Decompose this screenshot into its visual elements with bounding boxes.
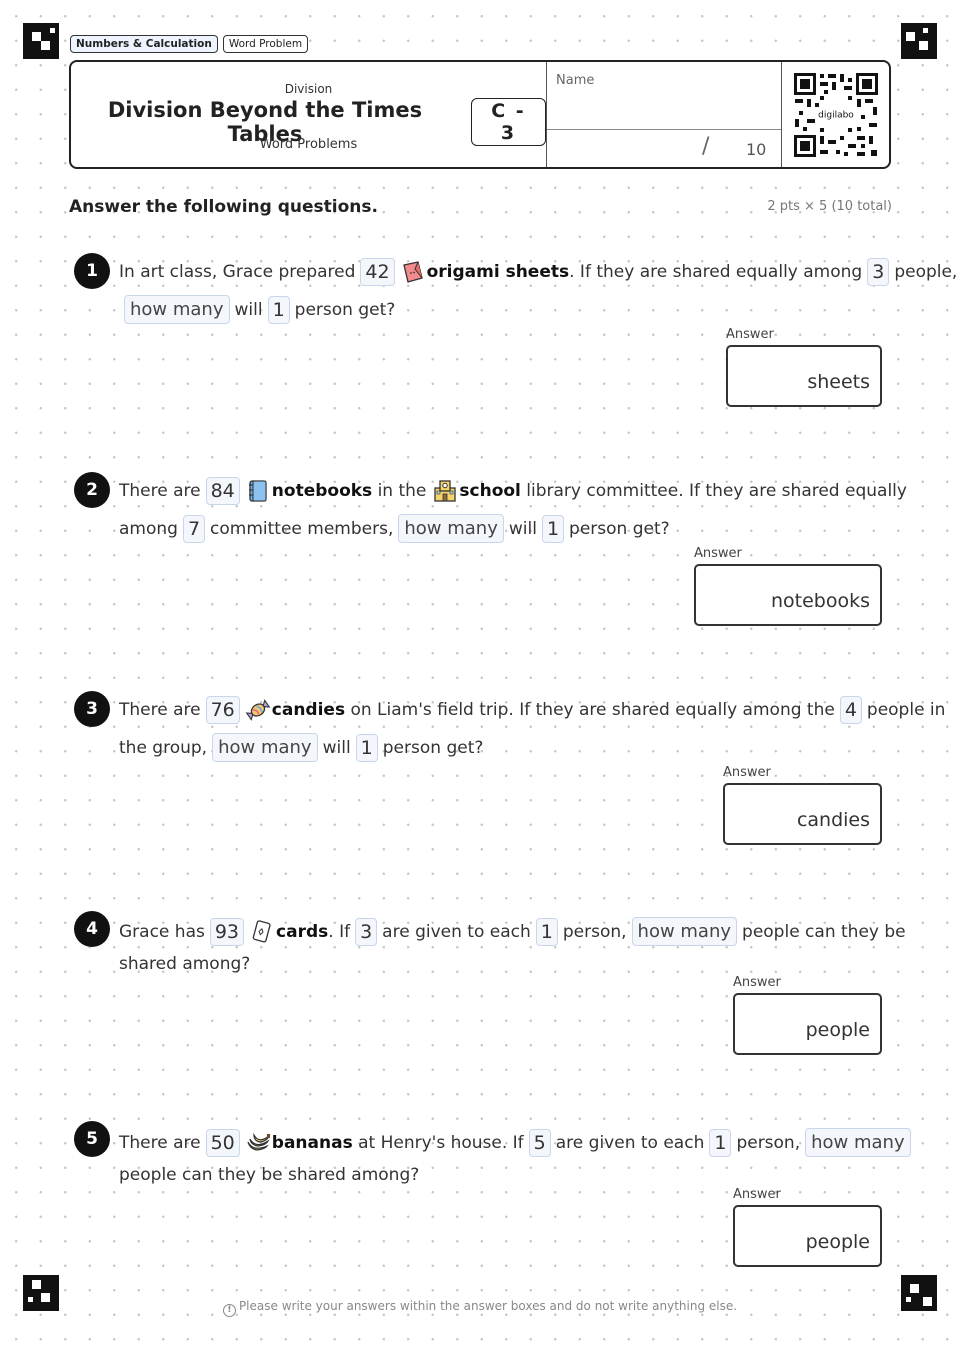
name-score-divider xyxy=(547,129,781,130)
worksheet-header xyxy=(69,60,891,169)
keyword-cards: cards xyxy=(276,921,329,942)
answer-box-4[interactable] xyxy=(733,993,882,1055)
question-text: library committee. If they are shared equally xyxy=(520,481,907,501)
score-total: 10 xyxy=(746,140,767,159)
question-text: person, xyxy=(736,1132,801,1153)
how-many-box: how many xyxy=(632,917,738,946)
question-text: among xyxy=(119,518,178,539)
question-text: will xyxy=(234,299,263,320)
points-info: 2 pts × 5 (10 total) xyxy=(767,199,892,214)
answer-unit: sheets xyxy=(807,371,870,393)
tag-subject: Numbers & Calculation xyxy=(70,35,218,53)
footer-text: Please write your answers within the answer boxes and do not write anything else. xyxy=(238,1299,738,1313)
answer-box-1[interactable] xyxy=(726,345,882,407)
number-box: 3 xyxy=(867,258,889,286)
answer-unit: people xyxy=(805,1019,870,1041)
question-text: at Henry's house. If xyxy=(352,1132,524,1153)
score-slash: / xyxy=(702,134,710,159)
question-text: person, xyxy=(562,921,627,942)
title-block xyxy=(71,62,546,167)
keyword-school: school xyxy=(459,481,521,501)
question-text: person get? xyxy=(382,737,484,758)
instruction-text: Answer the following questions. xyxy=(69,197,378,217)
question-text: people can they be xyxy=(742,921,906,942)
question-text: are given to each xyxy=(382,921,531,942)
question-text: . If xyxy=(328,921,351,942)
question-number-5: 5 xyxy=(74,1121,110,1157)
question-text: people can they be shared among? xyxy=(119,1165,420,1185)
keyword-candies: candies xyxy=(271,700,346,720)
candy-icon xyxy=(245,697,271,723)
worksheet-category: Division xyxy=(284,82,333,96)
info-icon: ! xyxy=(223,1304,236,1317)
answer-label: Answer xyxy=(694,546,742,561)
number-box: 4 xyxy=(840,696,862,724)
question-2-line-1 xyxy=(119,477,907,505)
name-and-score-area xyxy=(546,62,782,167)
number-box: 50 xyxy=(206,1129,240,1157)
number-box: 5 xyxy=(529,1129,551,1157)
answer-label: Answer xyxy=(733,975,781,990)
notebook-icon xyxy=(245,478,271,504)
card-icon xyxy=(249,919,275,945)
school-icon xyxy=(432,478,458,504)
number-box: 93 xyxy=(210,918,244,946)
question-text: will xyxy=(508,518,537,539)
origami-icon xyxy=(400,259,426,285)
how-many-box: how many xyxy=(124,295,230,324)
how-many-box: how many xyxy=(805,1128,911,1157)
question-number-3: 3 xyxy=(74,691,110,727)
tag-list xyxy=(70,35,308,53)
number-box: 1 xyxy=(268,296,290,324)
answer-box-5[interactable] xyxy=(733,1205,882,1267)
number-box: 1 xyxy=(356,734,378,762)
number-box: 7 xyxy=(183,515,205,543)
answer-label: Answer xyxy=(726,327,774,342)
question-1-line-2 xyxy=(119,295,395,324)
worksheet-title: Division Beyond the Times Tables xyxy=(107,98,423,146)
banana-icon xyxy=(245,1130,271,1156)
how-many-box: how many xyxy=(212,733,318,762)
answer-unit: people xyxy=(805,1231,870,1253)
question-text: There are xyxy=(119,1132,201,1153)
name-label: Name xyxy=(556,73,595,88)
question-text: There are xyxy=(119,481,201,501)
question-text: people in xyxy=(866,700,946,720)
corner-marker-top-left xyxy=(23,23,59,59)
number-box: 42 xyxy=(360,258,394,286)
number-box: 1 xyxy=(536,918,558,946)
number-box: 1 xyxy=(709,1129,731,1157)
keyword-notebooks: notebooks xyxy=(271,481,373,501)
answer-box-2[interactable] xyxy=(694,564,882,626)
worksheet-code: C - 3 xyxy=(471,98,546,146)
question-text: the group, xyxy=(119,737,208,758)
question-3-line-2 xyxy=(119,733,483,762)
question-1-line-1 xyxy=(119,258,957,286)
question-number-2: 2 xyxy=(74,472,110,508)
question-text: . If they are shared equally among xyxy=(569,262,863,282)
question-text: In art class, Grace prepared xyxy=(119,262,356,282)
answer-label: Answer xyxy=(733,1187,781,1202)
question-text: in the xyxy=(372,481,427,501)
tag-type: Word Problem xyxy=(223,35,308,53)
question-text: people, xyxy=(894,262,958,282)
question-text: will xyxy=(322,737,351,758)
question-5-line-2 xyxy=(119,1164,419,1186)
question-text: shared among? xyxy=(119,954,251,974)
keyword-origami-sheets: origami sheets xyxy=(426,262,570,282)
question-5-line-1 xyxy=(119,1128,916,1157)
question-number-4: 4 xyxy=(74,911,110,947)
question-text: on Liam's field trip. If they are shared equally among the xyxy=(345,700,835,720)
answer-box-3[interactable] xyxy=(723,783,882,845)
question-3-line-1 xyxy=(119,696,945,724)
question-2-line-2 xyxy=(119,514,670,543)
number-box: 76 xyxy=(206,696,240,724)
how-many-box: how many xyxy=(398,514,504,543)
question-text: Grace has xyxy=(119,921,205,942)
answer-unit: notebooks xyxy=(770,590,870,612)
question-text: person get? xyxy=(294,299,396,320)
keyword-bananas: bananas xyxy=(271,1132,353,1153)
corner-marker-top-right xyxy=(901,23,937,59)
footer-note xyxy=(0,1299,960,1317)
question-text: committee members, xyxy=(210,518,394,539)
question-number-1: 1 xyxy=(74,253,110,289)
number-box: 1 xyxy=(542,515,564,543)
question-text: are given to each xyxy=(555,1132,705,1153)
question-4-line-1 xyxy=(119,917,906,946)
answer-label: Answer xyxy=(723,765,771,780)
qr-brand-text: digilabo xyxy=(818,110,854,121)
worksheet-subtitle: Word Problems xyxy=(259,137,358,152)
number-box: 84 xyxy=(206,477,240,505)
question-4-line-2 xyxy=(119,953,250,975)
number-box: 3 xyxy=(355,918,377,946)
qr-code-icon xyxy=(793,72,879,158)
question-text: person get? xyxy=(569,518,670,539)
answer-unit: candies xyxy=(796,809,870,831)
question-text: There are xyxy=(119,700,201,720)
